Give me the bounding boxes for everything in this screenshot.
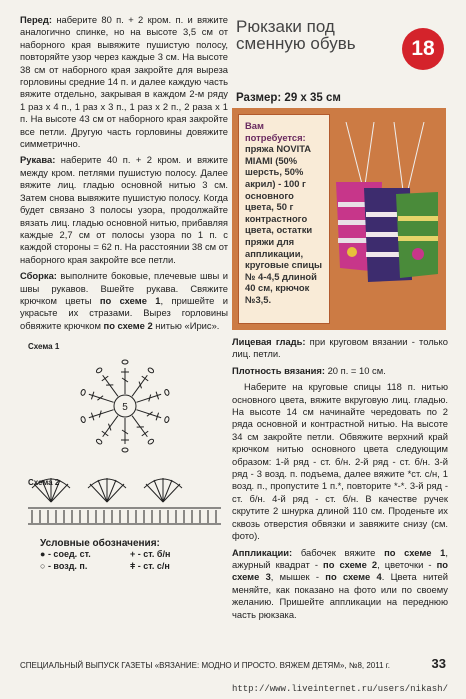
legend-double-crochet-text: - ст. с/н	[137, 561, 170, 572]
front-heading: Перед:	[20, 14, 52, 25]
front-paragraph	[20, 14, 228, 150]
schemes-area	[20, 338, 228, 572]
page-footer	[20, 656, 446, 671]
legend-item-chain: ○ - возд. п.	[40, 561, 88, 572]
assembly-scheme2-ref: по схеме 2	[103, 319, 153, 331]
applique-ref-2: по схеме 2	[323, 558, 378, 570]
legend-chain-text: - возд. п.	[47, 561, 88, 572]
gauge-paragraph	[232, 365, 448, 377]
right-column	[232, 14, 448, 625]
sleeves-text: наберите 40 п. + 2 кром. и вяжите между кром. петлями пушистую полосу. Далее вяжите лиц. гладью основной нитью 3 см. Затем снова вывяжите пушистую полосу. Когда будет связано 3 полосы узора, продолжайте вязать лиц. гладью основной нитью, прибавляя каждые 2,7 см от полосы узора по 1 п. с каждой стороны = 62 п. На расстоянии 38 см от наборного края закройте все петли.	[20, 154, 228, 265]
legend-item-double-crochet: ǂ - ст. с/н	[130, 561, 170, 572]
size-label: Размер: 29 x 35 см	[236, 92, 341, 104]
applique-ref-3: по схеме 3	[232, 558, 449, 583]
assembly-text-a: выполните боковые, плечевые швы и швы рукавов. Вшейте рукава. Свяжите крючком цветы	[20, 270, 228, 306]
title-block	[232, 18, 448, 80]
model-number-badge: 18	[402, 28, 444, 70]
assembly-text-b: , пришейте и украсьте их стразами. Вырез горловины обвяжите крючком	[20, 294, 228, 331]
stockinette-paragraph	[232, 336, 448, 361]
legend-slip-stitch-text: - соед. ст.	[47, 549, 91, 560]
sleeves-paragraph	[20, 154, 228, 266]
applique-text-b: , ажурный квадрат -	[232, 546, 448, 570]
instructions-paragraph: Наберите на круговые спицы 118 п. нитью основного цвета, вяжите вкруговую лиц. гладью. На высоте 14 см начинайте чередовать по 2 ряда основной и контрастной нитью. На высоте 34 см закройте петли. Обвяжите верхний край крючком нитью основного цвета следующим образом: 1-й ряд - ст. б/н. 2-й ряд - ст. б/н. 3-й ряд - 3 возд. п. подъема, далее вяжите *ст. с/н, 1 возд. п., пропустите 1 п.*, повторите *-*. 3-й ряд - ст. б/н. 4-й ряд - ст. б/н. В качестве ручек скрутите 2 шнурка длиной 110 см. Проденьте их сквозь отверстия обвязки и завяжите снизу (см. фото).	[232, 381, 448, 542]
applique-paragraph	[232, 547, 448, 621]
assembly-paragraph	[20, 270, 228, 332]
scheme1-label: Схема 1	[28, 342, 60, 352]
legend-item-slip-stitch: ● - соед. ст.	[40, 549, 91, 560]
scheme1-center-number: 5	[122, 402, 128, 414]
legend-title: Условные обозначения:	[40, 538, 160, 550]
applique-ref-1: по схеме 1	[384, 546, 446, 558]
scheme2-label: Схема 2	[28, 478, 60, 488]
assembly-text-c: нитью «Ирис».	[152, 319, 220, 331]
stockinette-text: при круговом вязании - только лиц. петли.	[232, 336, 448, 360]
materials-box	[238, 114, 330, 324]
applique-heading: Аппликации:	[232, 546, 293, 558]
backpacks-photo	[232, 108, 446, 330]
page-number: 33	[431, 656, 446, 671]
sleeves-heading: Рукава:	[20, 154, 56, 166]
article-title: Рюкзаки под сменную обувь	[236, 17, 356, 53]
backpacks-illustration	[334, 122, 440, 292]
assembly-scheme1-ref: по схеме 1	[99, 294, 161, 306]
legend-item-single-crochet: + - ст. б/н	[130, 549, 171, 560]
scheme2-diagram	[26, 470, 226, 530]
footer-publication: СПЕЦИАЛЬНЫЙ ВЫПУСК ГАЗЕТЫ «ВЯЗАНИЕ: МОДНО И ПРОСТО. ВЯЖЕМ ДЕТЯМ», №8, 2011 г.	[20, 661, 390, 670]
assembly-heading: Сборка:	[20, 270, 57, 282]
stockinette-heading: Лицевая гладь:	[232, 336, 306, 347]
applique-text-e: . Цвета нитей меняйте, как показано на фото или по своему желанию. Пришейте аппликации на переднюю часть рюкзака.	[232, 571, 448, 620]
scheme1-diagram	[50, 346, 200, 466]
materials-heading: Вам потребуется:	[245, 120, 306, 143]
legend-single-crochet-text: - ст. б/н	[137, 549, 171, 560]
left-column	[20, 14, 228, 572]
gauge-heading: Плотность вязания:	[232, 364, 325, 376]
source-url: http://www.liveinternet.ru/users/nikash/	[231, 684, 448, 694]
applique-text-d: , мышек -	[270, 571, 326, 583]
legend	[40, 548, 220, 572]
front-text: наберите 80 п. + 2 кром. п. и вяжите аналогично спинке, но на высоте 3,5 см от наборного края вывяжите пушистую полосу, повторяйте узор через каждые 3 см. На высоте 38 см от наборного края закройте для выреза горловины средние 14 п. и далее каждую часть вяжите отдельно, закрывая в каждом 2-м ряду 1 раз x 4 п., 1 раз x 3 п., 1 раз x 2 п., 2 раза x 1 п. На высоте 43 см от наборного края закройте все петли. Другую часть горловины довяжите симметрично.	[20, 14, 228, 150]
applique-text-a: бабочек вяжите	[292, 546, 385, 558]
gauge-text: 20 п. = 10 см.	[324, 364, 386, 376]
materials-text: пряжа NOVITA MIAMI (50% шерсть, 50% акрил) - 100 г основного цвета, 50 г контрастного цвета, остатки пряжи для аппликации, круговые спицы № 4-4,5 длиной 40 см, крючок №3,5.	[245, 143, 323, 305]
applique-text-c: , цветочки -	[377, 558, 437, 570]
applique-ref-4: по схеме 4	[325, 571, 382, 583]
